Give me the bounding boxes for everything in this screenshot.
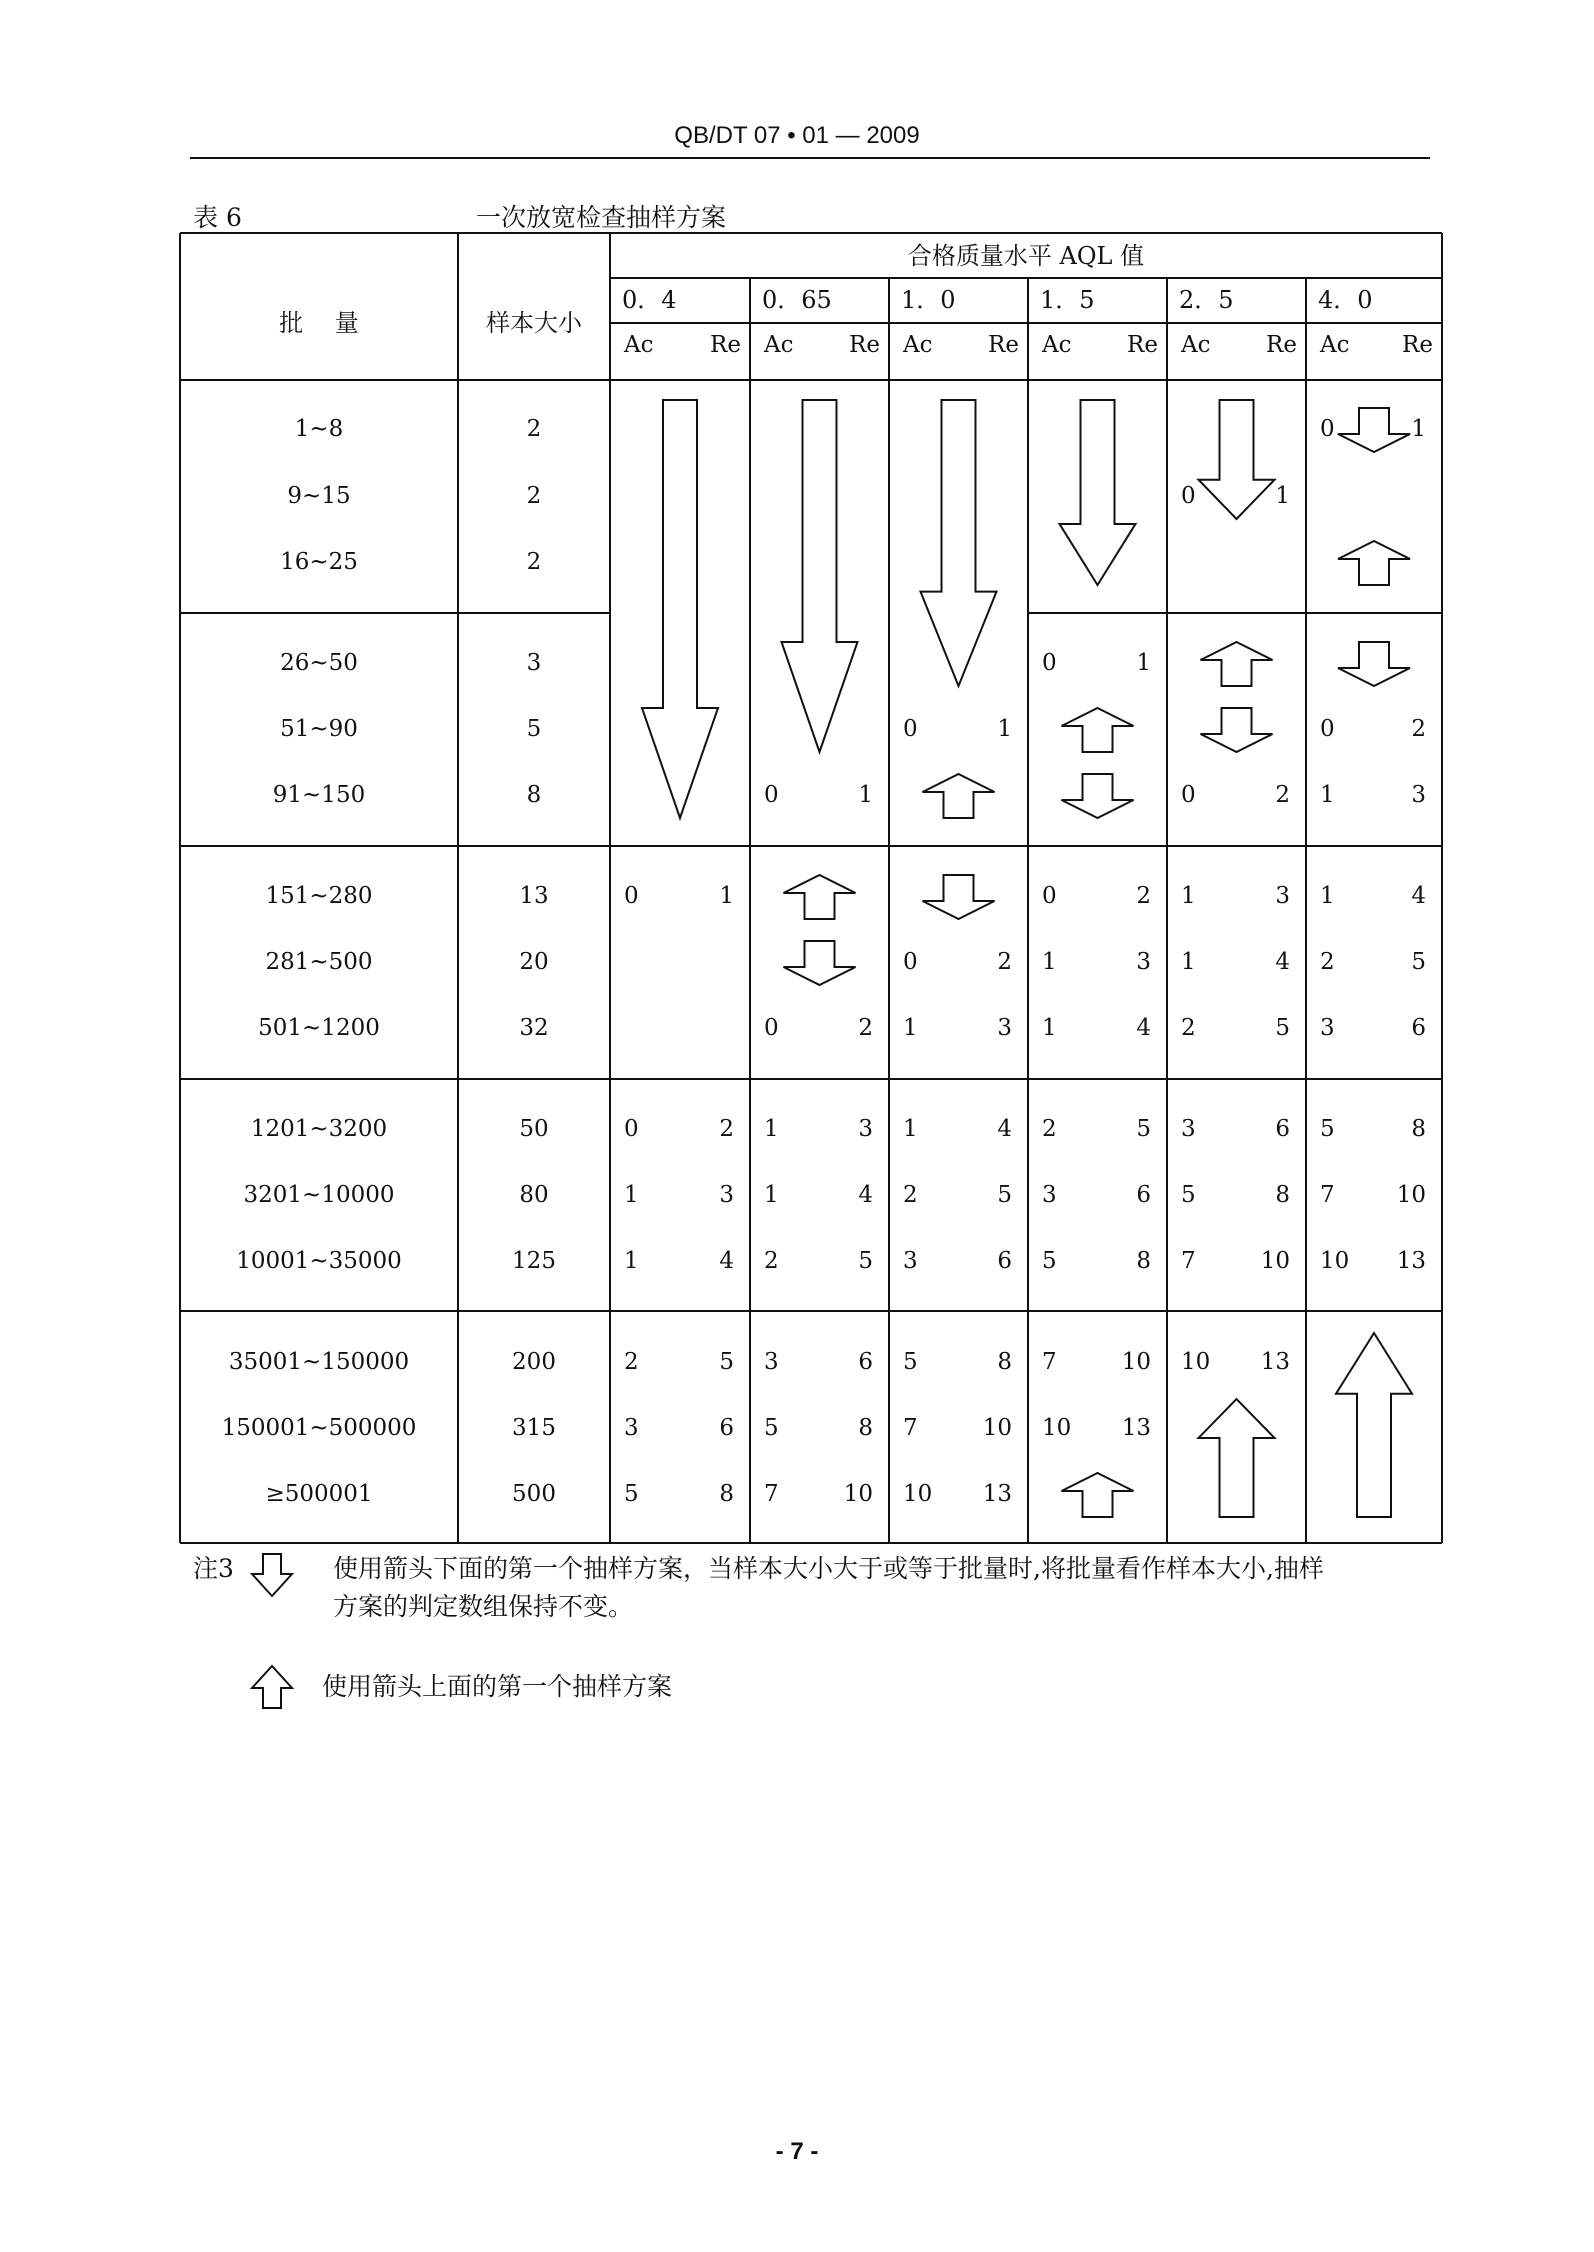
ac-value: 1 — [903, 1015, 918, 1041]
re-value: 1 — [997, 716, 1012, 742]
ac-value: 7 — [1320, 1182, 1335, 1208]
down-arrow-icon — [782, 400, 858, 752]
re-value: 2 — [1411, 716, 1426, 742]
sample-size-cell: 500 — [512, 1481, 556, 1507]
batch-size-cell: 3201~10000 — [243, 1182, 395, 1208]
re-value: 2 — [858, 1015, 873, 1041]
re-value: 6 — [1136, 1182, 1151, 1208]
re-value: 3 — [997, 1015, 1012, 1041]
re-value: 10 — [1396, 1182, 1426, 1208]
ac-value: 1 — [1042, 949, 1057, 975]
ac-value: 1 — [624, 1248, 639, 1274]
re-value: 6 — [1411, 1015, 1426, 1041]
batch-size-cell: ≥500001 — [265, 1481, 373, 1507]
sample-size-cell: 80 — [519, 1182, 549, 1208]
table-number: 表 6 — [193, 203, 242, 232]
re-label: Re — [1127, 332, 1158, 358]
up-arrow-icon — [784, 875, 856, 919]
re-value: 10 — [1260, 1248, 1290, 1274]
sample-size-cell: 50 — [519, 1116, 549, 1142]
ac-value: 5 — [903, 1349, 918, 1375]
ac-label: Ac — [1320, 332, 1350, 358]
re-value: 4 — [1275, 949, 1290, 975]
down-arrow-icon — [1199, 400, 1275, 519]
down-arrow-icon — [1201, 708, 1273, 752]
header-sample-size: 样本大小 — [486, 309, 582, 337]
re-label: Re — [1266, 332, 1297, 358]
ac-value: 0 — [1320, 716, 1335, 742]
re-value: 4 — [997, 1116, 1012, 1142]
note-down-line1: 使用箭头下面的第一个抽样方案，当样本大小大于或等于批量时,将批量看作样本大小,抽样 — [333, 1554, 1324, 1583]
ac-value: 10 — [1181, 1349, 1211, 1375]
ac-value: 3 — [1042, 1182, 1057, 1208]
header-aql: 合格质量水平 AQL 值 — [907, 242, 1145, 270]
aql-value: 1．5 — [1040, 286, 1095, 314]
ac-value: 2 — [1181, 1015, 1196, 1041]
re-value: 2 — [1275, 782, 1290, 808]
re-value: 8 — [719, 1481, 734, 1507]
re-value: 8 — [1136, 1248, 1151, 1274]
re-value: 8 — [997, 1349, 1012, 1375]
re-value: 5 — [719, 1349, 734, 1375]
page-number: - 7 - — [775, 2138, 819, 2165]
ac-value: 1 — [1320, 883, 1335, 909]
sample-size-cell: 2 — [526, 416, 542, 442]
ac-value: 1 — [903, 1116, 918, 1142]
sample-size-cell: 8 — [526, 782, 542, 808]
ac-label: Ac — [1181, 332, 1211, 358]
ac-value: 7 — [764, 1481, 779, 1507]
batch-size-cell: 26~50 — [280, 650, 358, 676]
up-arrow-icon — [1062, 1473, 1134, 1517]
ac-value: 7 — [1042, 1349, 1057, 1375]
re-value: 10 — [1121, 1349, 1151, 1375]
re-value: 10 — [843, 1481, 873, 1507]
re-value: 1 — [1136, 650, 1151, 676]
re-value: 5 — [1411, 949, 1426, 975]
re-value: 13 — [982, 1481, 1012, 1507]
sample-size-cell: 315 — [512, 1415, 556, 1441]
ac-label: Ac — [1042, 332, 1072, 358]
sample-size-cell: 5 — [526, 716, 542, 742]
batch-size-cell: 151~280 — [265, 883, 373, 909]
ac-label: Ac — [624, 332, 654, 358]
down-arrow-icon — [642, 400, 718, 818]
note-down-text — [333, 1550, 1443, 1626]
down-arrow-icon — [1060, 400, 1136, 585]
note-label: 注3 — [193, 1554, 234, 1583]
ac-value: 2 — [903, 1182, 918, 1208]
down-arrow-icon — [1338, 642, 1410, 686]
batch-size-cell: 150001~500000 — [221, 1415, 417, 1441]
re-value: 1 — [858, 782, 873, 808]
batch-size-cell: 501~1200 — [258, 1015, 380, 1041]
re-value: 8 — [1275, 1182, 1290, 1208]
sample-size-cell: 13 — [519, 883, 549, 909]
re-value: 5 — [1136, 1116, 1151, 1142]
re-label: Re — [849, 332, 880, 358]
table-title: 一次放宽检查抽样方案 — [476, 203, 727, 232]
ac-value: 3 — [764, 1349, 779, 1375]
ac-value: 0 — [1181, 782, 1196, 808]
down-arrow-icon — [1062, 774, 1134, 818]
ac-label: Ac — [764, 332, 794, 358]
aql-value: 1．0 — [901, 286, 956, 314]
note-up-arrow-icon — [250, 1664, 296, 1710]
re-value: 6 — [858, 1349, 873, 1375]
re-label: Re — [1402, 332, 1433, 358]
sample-size-cell: 125 — [512, 1248, 556, 1274]
re-value: 4 — [1136, 1015, 1151, 1041]
header-batch: 批 量 — [279, 309, 359, 337]
re-value: 1 — [1411, 416, 1426, 442]
re-value: 4 — [1411, 883, 1426, 909]
down-arrow-icon — [784, 941, 856, 985]
sample-size-cell: 200 — [512, 1349, 556, 1375]
re-value: 4 — [858, 1182, 873, 1208]
re-value: 6 — [997, 1248, 1012, 1274]
ac-value: 0 — [764, 782, 779, 808]
ac-value: 1 — [1181, 883, 1196, 909]
up-arrow-icon — [1338, 541, 1410, 585]
batch-size-cell: 91~150 — [272, 782, 366, 808]
ac-value: 2 — [764, 1248, 779, 1274]
sample-size-cell: 2 — [526, 483, 542, 509]
ac-value: 0 — [1042, 650, 1057, 676]
sample-size-cell: 32 — [519, 1015, 549, 1041]
ac-value: 3 — [624, 1415, 639, 1441]
ac-value: 2 — [1042, 1116, 1057, 1142]
batch-size-cell: 35001~150000 — [228, 1349, 410, 1375]
batch-size-cell: 9~15 — [287, 483, 351, 509]
re-value: 3 — [858, 1116, 873, 1142]
ac-value: 3 — [1181, 1116, 1196, 1142]
re-value: 13 — [1121, 1415, 1151, 1441]
note-down-arrow-icon — [250, 1552, 296, 1598]
re-value: 10 — [982, 1415, 1012, 1441]
up-arrow-icon — [1201, 642, 1273, 686]
re-value: 2 — [1136, 883, 1151, 909]
down-arrow-icon — [1338, 408, 1410, 452]
ac-value: 7 — [1181, 1248, 1196, 1274]
ac-label: Ac — [903, 332, 933, 358]
re-value: 5 — [858, 1248, 873, 1274]
re-label: Re — [710, 332, 741, 358]
ac-value: 0 — [1320, 416, 1335, 442]
re-value: 6 — [719, 1415, 734, 1441]
re-value: 3 — [719, 1182, 734, 1208]
ac-value: 10 — [1042, 1415, 1072, 1441]
re-value: 2 — [997, 949, 1012, 975]
batch-size-cell: 1201~3200 — [250, 1116, 388, 1142]
ac-value: 1 — [624, 1182, 639, 1208]
ac-value: 0 — [1042, 883, 1057, 909]
aql-value: 2．5 — [1179, 286, 1234, 314]
ac-value: 10 — [1320, 1248, 1350, 1274]
ac-value: 10 — [903, 1481, 933, 1507]
up-arrow-icon — [1199, 1399, 1275, 1517]
ac-value: 1 — [1042, 1015, 1057, 1041]
ac-value: 0 — [624, 883, 639, 909]
re-value: 6 — [1275, 1116, 1290, 1142]
re-value: 3 — [1411, 782, 1426, 808]
up-arrow-icon — [1336, 1333, 1412, 1517]
ac-value: 5 — [624, 1481, 639, 1507]
re-value: 3 — [1136, 949, 1151, 975]
re-value: 5 — [997, 1182, 1012, 1208]
re-value: 13 — [1260, 1349, 1290, 1375]
note-down-line2: 方案的判定数组保持不变。 — [333, 1592, 634, 1621]
batch-size-cell: 10001~35000 — [236, 1248, 402, 1274]
batch-size-cell: 51~90 — [280, 716, 358, 742]
sample-size-cell: 3 — [526, 650, 542, 676]
aql-value: 0．4 — [622, 286, 677, 314]
batch-size-cell: 1~8 — [294, 416, 344, 442]
ac-value: 0 — [1181, 483, 1196, 509]
ac-value: 1 — [1181, 949, 1196, 975]
re-value: 4 — [719, 1248, 734, 1274]
ac-value: 0 — [903, 949, 918, 975]
up-arrow-icon — [1062, 708, 1134, 752]
re-value: 5 — [1275, 1015, 1290, 1041]
batch-size-cell: 281~500 — [265, 949, 373, 975]
aql-value: 0．65 — [762, 286, 832, 314]
ac-value: 5 — [764, 1415, 779, 1441]
re-value: 8 — [1411, 1116, 1426, 1142]
re-value: 13 — [1396, 1248, 1426, 1274]
re-value: 2 — [719, 1116, 734, 1142]
ac-value: 5 — [1042, 1248, 1057, 1274]
ac-value: 1 — [764, 1182, 779, 1208]
sample-size-cell: 2 — [526, 549, 542, 575]
page-header: QB/DT 07 • 01 — 2009 — [674, 122, 920, 149]
ac-value: 3 — [903, 1248, 918, 1274]
aql-value: 4．0 — [1318, 286, 1373, 314]
ac-value: 1 — [764, 1116, 779, 1142]
down-arrow-icon — [923, 875, 995, 919]
ac-value: 1 — [1320, 782, 1335, 808]
batch-size-cell: 16~25 — [280, 549, 358, 575]
ac-value: 0 — [764, 1015, 779, 1041]
re-value: 1 — [1275, 483, 1290, 509]
ac-value: 7 — [903, 1415, 918, 1441]
ac-value: 2 — [624, 1349, 639, 1375]
ac-value: 2 — [1320, 949, 1335, 975]
ac-value: 0 — [903, 716, 918, 742]
re-label: Re — [988, 332, 1019, 358]
ac-value: 5 — [1320, 1116, 1335, 1142]
down-arrow-icon — [921, 400, 997, 686]
re-value: 3 — [1275, 883, 1290, 909]
ac-value: 5 — [1181, 1182, 1196, 1208]
up-arrow-icon — [923, 774, 995, 818]
re-value: 8 — [858, 1415, 873, 1441]
ac-value: 3 — [1320, 1015, 1335, 1041]
note-up-text: 使用箭头上面的第一个抽样方案 — [322, 1672, 673, 1701]
re-value: 1 — [719, 883, 734, 909]
ac-value: 0 — [624, 1116, 639, 1142]
sample-size-cell: 20 — [519, 949, 549, 975]
